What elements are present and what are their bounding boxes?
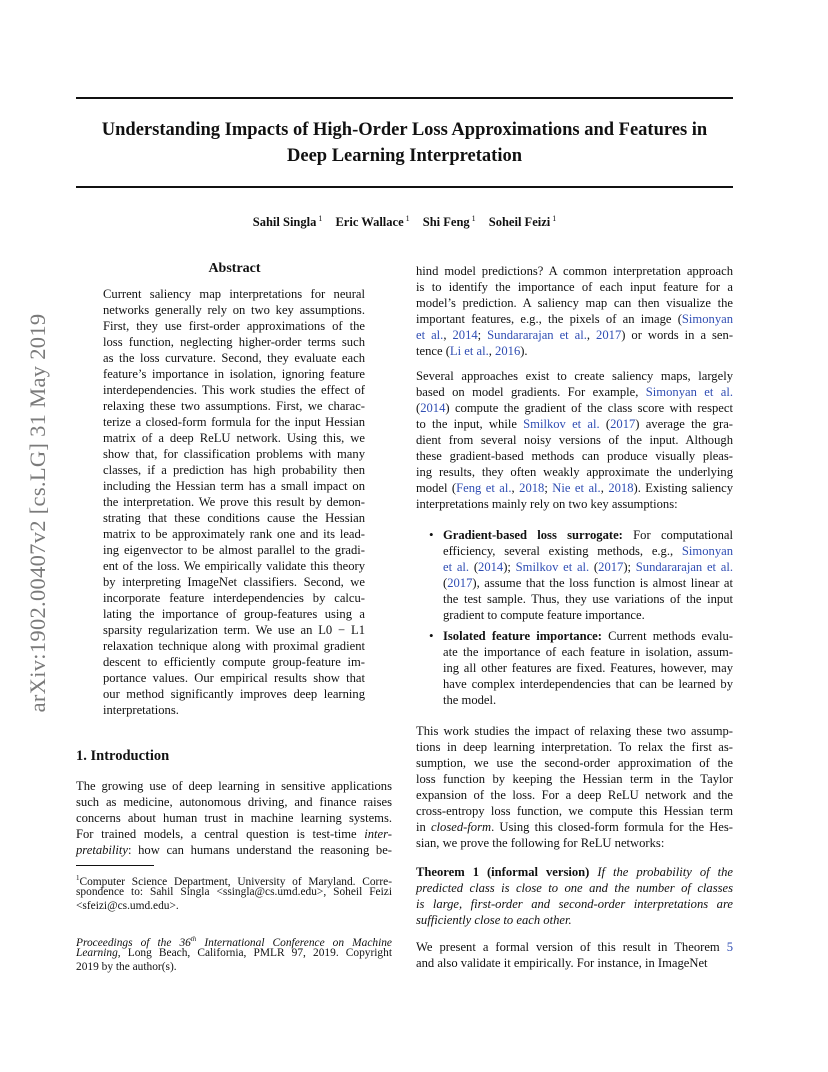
author: Soheil Feizi $^1$ bbox=[488, 214, 557, 230]
bullet-line: ing all other features are fixed. Features, however, may bbox=[443, 661, 733, 675]
abstract-line: ent of the loss. We empirically validate this theory bbox=[103, 559, 365, 573]
bullet-line: (2017), assume that the loss function is almost linear at bbox=[443, 576, 733, 590]
footnote-line: $^1$Computer Science Department, University of Maryland. Corre- bbox=[76, 874, 392, 888]
citation-link[interactable]: Li et al. bbox=[449, 344, 489, 358]
citation-link[interactable]: Nie et al. bbox=[552, 481, 601, 495]
intro-line: For trained models, a central question is test-time inter- bbox=[76, 827, 392, 841]
abstract-line: incorporate feature interdependencies by calcu- bbox=[103, 591, 365, 605]
body-line: is to identify the importance of each input feature for a bbox=[416, 280, 733, 294]
title-rule-bottom bbox=[76, 186, 733, 188]
body-line: these gradient-based methods can produce visually pleas- bbox=[416, 449, 733, 463]
body-line: (2014) compute the gradient of the class score with respect bbox=[416, 401, 733, 415]
abstract-line: interdependencies. This work studies the effect of bbox=[103, 383, 365, 397]
citation-link[interactable]: Sundararajan et al. bbox=[635, 560, 734, 574]
body-line: et al., 2014; Sundararajan et al., 2017) or words in a sen- bbox=[416, 328, 734, 342]
citation-link[interactable]: Simonyan bbox=[681, 312, 733, 326]
abstract-line: networks generally rely on two key assumptions. bbox=[103, 303, 365, 317]
author-list bbox=[60, 214, 749, 230]
abstract-line: show that, for classification problems with many bbox=[103, 447, 365, 461]
citation-link[interactable]: et al. bbox=[416, 328, 444, 342]
intro-line: such as medicine, autonomous driving, and finance raises bbox=[76, 795, 392, 809]
citation-link[interactable]: Smilkov et al. bbox=[515, 560, 590, 574]
abstract-line: ing eigenvector to be almost parallel to the gradi- bbox=[103, 543, 365, 557]
body-line: model (Feng et al., 2018; Nie et al., 2018). Existing saliency bbox=[416, 481, 734, 495]
body-line: important features, e.g., the pixels of an image (Simonyan bbox=[416, 312, 733, 326]
citation-link[interactable]: 2018 bbox=[608, 481, 634, 495]
abstract-line: the interpretation. We prove this result by demon- bbox=[103, 495, 365, 509]
body-line: in closed-form. Using this closed-form formula for the Hes- bbox=[416, 820, 733, 834]
author: Shi Feng $^1$ bbox=[422, 214, 476, 230]
author: Sahil Singla $^1$ bbox=[252, 214, 323, 230]
body-line: ing results, they often weakly approximate the underlying bbox=[416, 465, 733, 479]
abstract-line: loss function, neglecting higher-order terms such bbox=[103, 335, 365, 349]
body-line: to the input, while Smilkov et al. (2017) average the gra- bbox=[416, 417, 733, 431]
bullet-line: et al. (2014); Smilkov et al. (2017); Sundararajan et al. bbox=[443, 560, 734, 574]
footnote-rule bbox=[76, 865, 154, 866]
body-line: model’s prediction. A saliency map can then visualize the bbox=[416, 296, 733, 310]
section-heading-introduction: 1. Introduction bbox=[76, 748, 170, 764]
abstract-line: strating that these conditions cause the Hessian bbox=[103, 511, 365, 525]
body-line: We present a formal version of this result in Theorem 5 bbox=[416, 940, 733, 954]
bullet-line: the test sample. Thus, they use variations of the input bbox=[443, 592, 733, 606]
abstract-line: classes, if a prediction has high probability then bbox=[103, 463, 365, 477]
citation-link[interactable]: 2018 bbox=[519, 481, 545, 495]
bullet-line: efficiency, several existing methods, e.g., Simonyan bbox=[443, 544, 733, 558]
body-line: cross-entropy loss function, we compute this Hessian term bbox=[416, 804, 733, 818]
theorem-line: is large, first-order and second-order interpretations are bbox=[416, 897, 733, 911]
proceedings-line: Learning, Long Beach, California, PMLR 97, 2019. Copyright bbox=[76, 947, 392, 959]
citation-link[interactable]: 2017 bbox=[447, 576, 473, 590]
bullet-line: Gradient-based loss surrogate: For computational bbox=[443, 528, 733, 542]
bullet-line: the model. bbox=[443, 693, 497, 707]
body-line: Several approaches exist to create saliency maps, largely bbox=[416, 369, 733, 383]
arxiv-sidebar bbox=[26, 268, 50, 758]
citation-link[interactable]: 2017 bbox=[610, 417, 636, 431]
author: Eric Wallace $^1$ bbox=[335, 214, 410, 230]
abstract-line: terize a closed-form formula for the input Hessian bbox=[103, 415, 365, 429]
abstract-line: relaxation technique along with proximal gradient bbox=[103, 639, 365, 653]
footnote-line: spondence to: Sahil Singla <ssingla@cs.umd.edu>, Soheil Feizi bbox=[76, 886, 392, 898]
body-line: hind model predictions? A common interpretation approach bbox=[416, 264, 733, 278]
citation-link[interactable]: Smilkov et al. bbox=[523, 417, 600, 431]
citation-link[interactable]: 5 bbox=[726, 940, 733, 954]
paper-title-line-1: Understanding Impacts of High-Order Loss Approximations and Features in bbox=[101, 120, 708, 140]
citation-link[interactable]: 2014 bbox=[478, 560, 504, 574]
theorem-line: Theorem 1 (informal version) If the probability of the bbox=[416, 865, 733, 879]
citation-link[interactable]: et al. bbox=[443, 560, 470, 574]
body-line: This work studies the impact of relaxing these two assump- bbox=[416, 724, 733, 738]
citation-link[interactable]: 2016 bbox=[495, 344, 521, 358]
abstract-line: by interpreting ImageNet classifiers. Second, we bbox=[103, 575, 365, 589]
bullet-line: have complex interdependencies that can be learned by bbox=[443, 677, 733, 691]
paper-title-line-2: Deep Learning Interpretation bbox=[287, 146, 522, 166]
abstract-line: as the loss curvature. Second, they evaluate each bbox=[103, 351, 365, 365]
abstract-line: descent to efficiently compute group-feature im- bbox=[103, 655, 365, 669]
proceedings-line: 2019 by the author(s). bbox=[76, 961, 177, 973]
abstract-line: First, they use first-order approximations of the bbox=[103, 319, 365, 333]
theorem-line: sufficiently close to each other. bbox=[416, 913, 572, 927]
bullet-line: ate the importance of each feature in isolation, assum- bbox=[443, 645, 733, 659]
intro-line: concerns about human trust in machine learning systems. bbox=[76, 811, 392, 825]
abstract-line: matrix to be approximately rank one and its lead- bbox=[103, 527, 365, 541]
citation-link[interactable]: 2014 bbox=[452, 328, 478, 342]
abstract-line: sparsity regularization term. We use an L0 − L1 bbox=[103, 623, 365, 637]
abstract-line: Current saliency map interpretations for neural bbox=[103, 287, 365, 301]
body-line: tence (Li et al., 2016). bbox=[416, 344, 528, 358]
bullet-line: gradient to compute feature importance. bbox=[443, 608, 645, 622]
bullet-marker: • bbox=[429, 527, 434, 542]
citation-link[interactable]: Feng et al. bbox=[456, 481, 512, 495]
theorem-line: predicted class is close to one and the number of classes bbox=[416, 881, 733, 895]
body-line: sian, we prove the following for ReLU networks: bbox=[416, 836, 665, 850]
body-line: loss function by keeping the Hessian term in the Taylor bbox=[416, 772, 733, 786]
bullet-marker: • bbox=[429, 628, 434, 643]
body-line: tions in deep learning interpretation. To relax the first as- bbox=[416, 740, 733, 754]
intro-line: The growing use of deep learning in sensitive applications bbox=[76, 779, 392, 793]
body-line: based on model gradients. For example, Simonyan et al. bbox=[416, 385, 734, 399]
abstract-line: feature’s importance in isolation, ignoring feature bbox=[103, 367, 365, 381]
abstract-line: including the Hessian term has a small impact on bbox=[103, 479, 365, 493]
abstract-line: our method significantly improves deep learning bbox=[103, 687, 365, 701]
abstract-heading: Abstract bbox=[208, 261, 261, 276]
footnote-line: <sfeizi@cs.umd.edu>. bbox=[76, 900, 179, 912]
arxiv-identifier: arXiv:1902.00407v2 [cs.LG] 31 May 2019 bbox=[25, 313, 50, 713]
citation-link[interactable]: Sundararajan et al. bbox=[487, 328, 587, 342]
citation-link[interactable]: 2017 bbox=[598, 560, 624, 574]
body-line: and also validate it empirically. For instance, in ImageNet bbox=[416, 956, 708, 970]
citation-link[interactable]: 2014 bbox=[420, 401, 446, 415]
abstract-line: matrix of a deep ReLU network. Using this, we bbox=[103, 431, 365, 445]
citation-link[interactable]: Simonyan et al. bbox=[645, 385, 734, 399]
bullet-line: Isolated feature importance: Current methods evalu- bbox=[443, 629, 733, 643]
citation-link[interactable]: Simonyan bbox=[681, 544, 733, 558]
body-line: interpretations mainly rely on two key assumptions: bbox=[416, 497, 678, 511]
intro-line: pretability: how can humans understand the reasoning be- bbox=[76, 843, 392, 857]
body-line: dient from several noisy versions of the input. Although bbox=[416, 433, 733, 447]
abstract-line: interpretations. bbox=[103, 703, 179, 717]
abstract-line: lating the importance of group-features using a bbox=[103, 607, 365, 621]
body-line: expansion of the loss. For a deep ReLU network and the bbox=[416, 788, 733, 802]
citation-link[interactable]: 2017 bbox=[596, 328, 622, 342]
body-line: sumption, we use the second-order approximation of the bbox=[416, 756, 733, 770]
abstract-line: portance values. Our empirical results show that bbox=[103, 671, 365, 685]
title-rule-top bbox=[76, 97, 733, 99]
proceedings-line: Proceedings of the 36th International Conference on Machine bbox=[76, 935, 392, 949]
abstract-line: relaxing these two assumptions. First, we charac- bbox=[103, 399, 365, 413]
